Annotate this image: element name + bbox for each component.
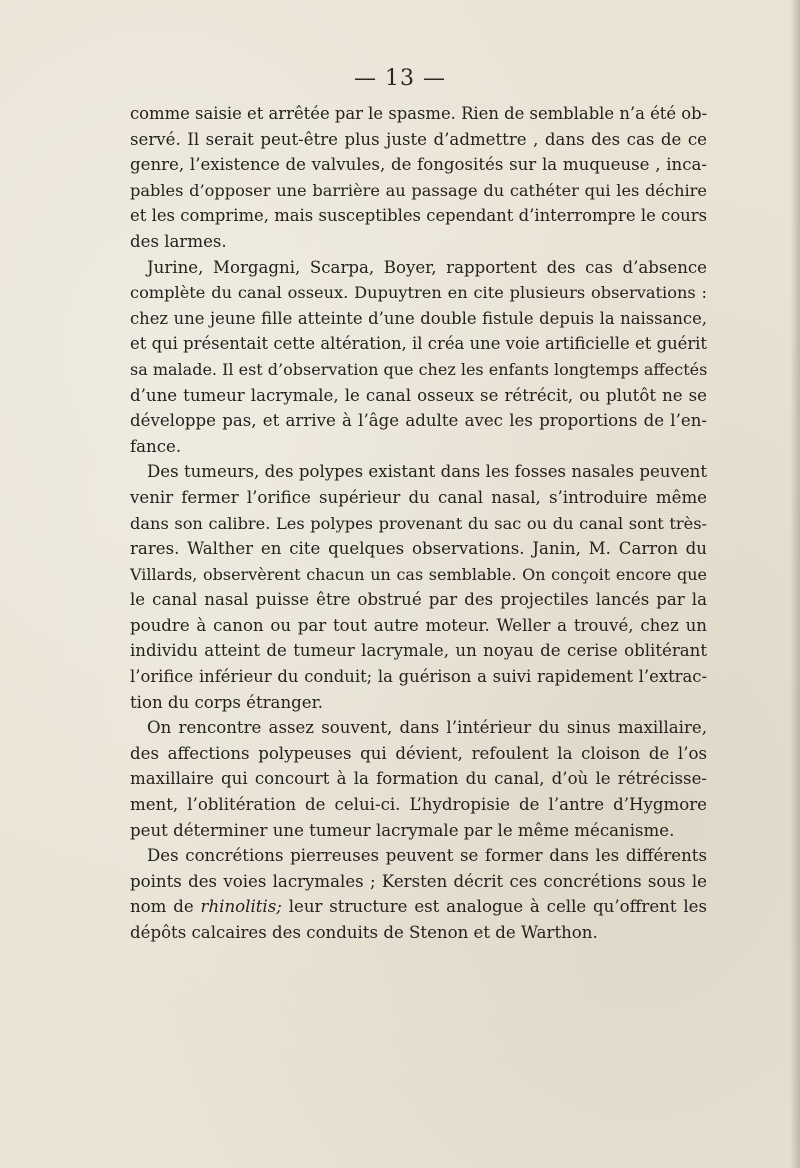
text-line: l’orifice inférieur du conduit; la guérison a suivi rapidement l’extrac- — [130, 667, 707, 687]
text-line: rares. Walther en cite quelques observations. Janin, M. Carron du — [130, 539, 707, 559]
text-line: genre, l’existence de valvules, de fongosités sur la muqueuse , inca- — [130, 155, 707, 175]
text-line: poudre à canon ou par tout autre moteur. Weller a trouvé, chez un — [130, 615, 707, 635]
text-line: tion du corps étranger. — [130, 692, 323, 712]
text-line: des affections polypeuses qui dévient, refoulent la cloison de l’os — [130, 743, 707, 763]
text-segment: nom de — [130, 897, 201, 917]
text-line: d’une tumeur lacrymale, le canal osseux se rétrécit, ou plutôt ne se — [130, 385, 707, 405]
text-line: Des tumeurs, des polypes existant dans les fosses nasales peuvent — [147, 462, 707, 482]
text-line: maxillaire qui concourt à la formation du canal, d’où le rétrécisse- — [130, 769, 707, 789]
text-line: points des voies lacrymales ; Kersten décrit ces concrétions sous le — [130, 871, 707, 891]
text-line: complète du canal osseux. Dupuytren en cite plusieurs observations : — [130, 283, 707, 303]
text-line: Des concrétions pierreuses peuvent se former dans les différents — [147, 846, 707, 866]
text-line: et qui présentait cette altération, il créa une voie artificielle et guérit — [130, 334, 707, 354]
text-line: peut déterminer une tumeur lacrymale par le même mécanisme. — [130, 820, 675, 840]
text-line: des larmes. — [130, 231, 227, 251]
text-line: le canal nasal puisse être obstrué par des projectiles lancés par la — [130, 590, 707, 610]
text-line: venir fermer l’orifice supérieur du canal nasal, s’introduire même — [130, 487, 707, 507]
page-number: — 13 — — [354, 66, 446, 91]
page-edge-shadow — [790, 0, 800, 1168]
text-line: et les comprime, mais susceptibles cependant d’interrompre le cours — [130, 206, 707, 226]
text-line: dépôts calcaires des conduits de Stenon et de Warthon. — [130, 923, 598, 942]
italic-term: rhinolitis; — [200, 897, 282, 917]
text-line: développe pas, et arrive à l’âge adulte avec les proportions de l’en- — [130, 411, 707, 431]
text-line: chez une jeune fille atteinte d’une double fistule depuis la naissance, — [130, 308, 707, 328]
text-line: ment, l’oblitération de celui-ci. L’hydropisie de l’antre d’Hygmore — [130, 795, 707, 815]
text-line: individu atteint de tumeur lacrymale, un noyau de cerise oblitérant — [130, 641, 707, 661]
text-line: fance. — [130, 436, 182, 456]
text-line: comme saisie et arrêtée par le spasme. Rien de semblable n’a été ob- — [130, 104, 708, 123]
text-line: Villards, observèrent chacun un cas semblable. On conçoit encore que — [130, 564, 707, 584]
text-line: servé. Il serait peut-être plus juste d’admettre , dans des cas de ce — [130, 129, 707, 149]
text-line: On rencontre assez souvent, dans l’intérieur du sinus maxillaire, — [147, 718, 707, 738]
text-line: dans son calibre. Les polypes provenant du sac ou du canal sont très- — [130, 513, 707, 533]
text-segment: leur structure est analogue à celle qu’offrent les — [281, 897, 708, 917]
body-text — [130, 101, 707, 946]
text-line — [130, 894, 707, 920]
text-line: sa malade. Il est d’observation que chez les enfants longtemps affectés — [130, 359, 708, 379]
text-line: Jurine, Morgagni, Scarpa, Boyer, rapportent des cas d’absence — [147, 257, 707, 277]
text-line: pables d’opposer une barrière au passage du cathéter qui les déchire — [130, 180, 707, 200]
